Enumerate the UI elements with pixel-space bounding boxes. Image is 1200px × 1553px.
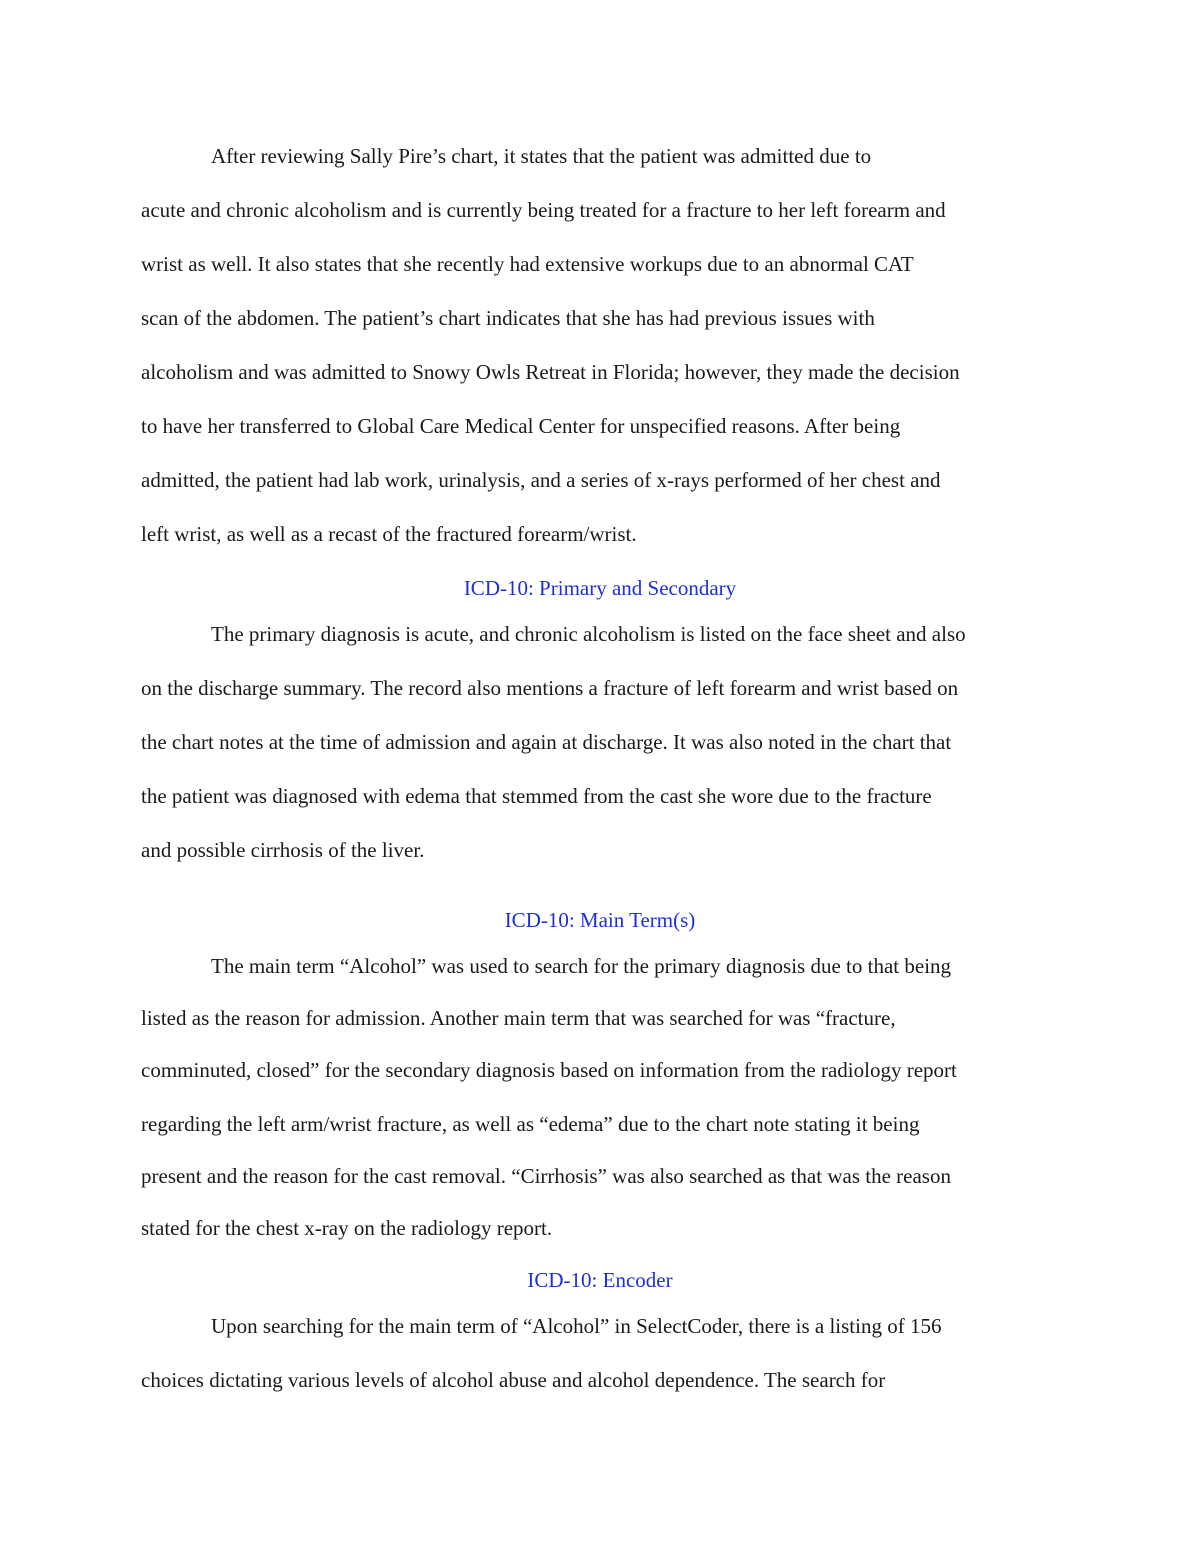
paragraph-1-line-6: to have her transferred to Global Care Medical Center for unspecified reasons. After being bbox=[141, 414, 901, 438]
paragraph-3-line-3: comminuted, closed” for the secondary diagnosis based on information from the radiology report bbox=[141, 1058, 957, 1082]
paragraph-4-line-1: Upon searching for the main term of “Alcohol” in SelectCoder, there is a listing of 156 bbox=[211, 1314, 942, 1338]
paragraph-4-line-2: choices dictating various levels of alcohol abuse and alcohol dependence. The search for bbox=[141, 1368, 886, 1392]
paragraph-2-line-3: the chart notes at the time of admission and again at discharge. It was also noted in the chart that bbox=[141, 730, 952, 754]
paragraph-3-line-4: regarding the left arm/wrist fracture, as well as “edema” due to the chart note stating it being bbox=[141, 1112, 920, 1136]
paragraph-1-line-1: After reviewing Sally Pire’s chart, it states that the patient was admitted due to bbox=[211, 144, 872, 168]
paragraph-3-line-1: The main term “Alcohol” was used to search for the primary diagnosis due to that being bbox=[211, 954, 952, 978]
paragraph-3-line-5: present and the reason for the cast removal. “Cirrhosis” was also searched as that was the reason bbox=[141, 1164, 951, 1188]
section-heading-primary-secondary: ICD-10: Primary and Secondary bbox=[463, 576, 737, 600]
paragraph-1-line-4: scan of the abdomen. The patient’s chart indicates that she has had previous issues with bbox=[141, 306, 875, 330]
section-heading-encoder: ICD-10: Encoder bbox=[527, 1268, 673, 1292]
paragraph-3-line-2: listed as the reason for admission. Another main term that was searched for was “fracture, bbox=[141, 1006, 896, 1030]
paragraph-2-line-2: on the discharge summary. The record also mentions a fracture of left forearm and wrist based on bbox=[141, 676, 959, 700]
paragraph-1-line-3: wrist as well. It also states that she recently had extensive workups due to an abnormal CAT bbox=[141, 252, 914, 276]
paragraph-2-line-4: the patient was diagnosed with edema that stemmed from the cast she wore due to the fracture bbox=[141, 784, 932, 808]
paragraph-3-line-6: stated for the chest x-ray on the radiology report. bbox=[141, 1216, 553, 1240]
paragraph-1-line-5: alcoholism and was admitted to Snowy Owls Retreat in Florida; however, they made the decision bbox=[141, 360, 960, 384]
paragraph-2-line-1: The primary diagnosis is acute, and chronic alcoholism is listed on the face sheet and also bbox=[211, 622, 966, 646]
paragraph-1-line-7: admitted, the patient had lab work, urinalysis, and a series of x-rays performed of her chest and bbox=[141, 468, 941, 492]
paragraph-1-line-8: left wrist, as well as a recast of the fractured forearm/wrist. bbox=[141, 522, 637, 546]
paragraph-1-line-2: acute and chronic alcoholism and is currently being treated for a fracture to her left forearm and bbox=[141, 198, 946, 222]
section-heading-main-terms: ICD-10: Main Term(s) bbox=[504, 908, 696, 932]
paragraph-2-line-5: and possible cirrhosis of the liver. bbox=[141, 838, 425, 862]
